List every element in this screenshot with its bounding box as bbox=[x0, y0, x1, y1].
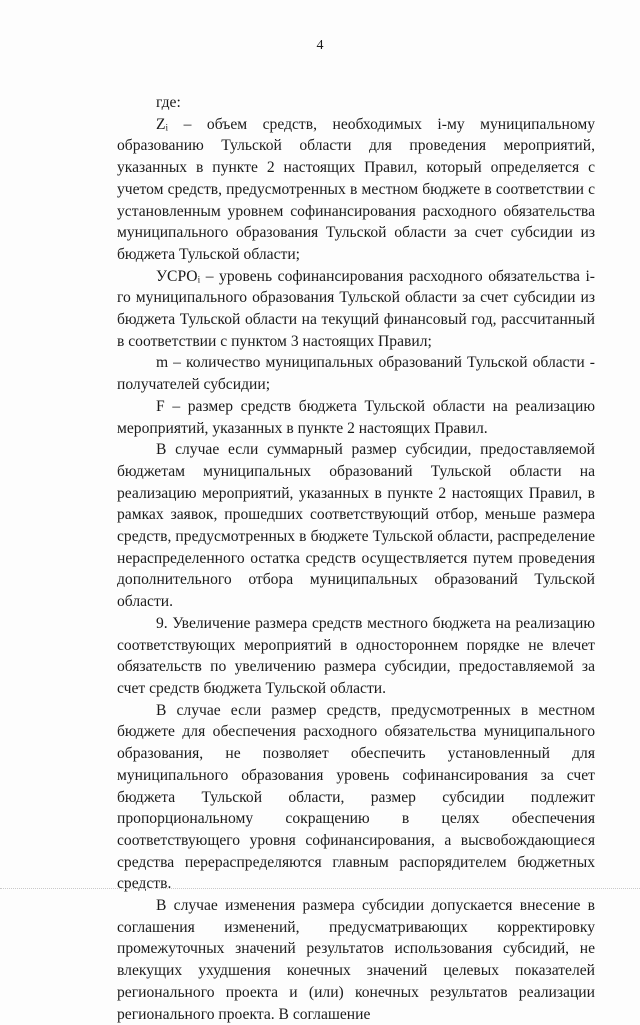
paragraph-remaining-funds: В случае если суммарный размер субсидии, предоставляемой бюджетам муниципальных образований Тульской области на реализацию мероприятий, указанных в пункте 2 настоящих Правил, в рамках заявок, прошедших соответствующий отбор, меньше размера средств, предусмотренных в бюджете Тульской области, распределение нераспределенного остатка средств осуществляется путем проведения дополнительного отбора муниципальных образований Тульской области. bbox=[117, 441, 595, 611]
paragraph-zi-definition: Zᵢ – объем средств, необходимых i-му муниципальному образованию Тульской области для проведения мероприятий, указанных в пункте 2 настоящих Правил, который определяется с учетом средств, предусмотренных в местном бюджете в соответствии с установленным уровнем софинансирования расходного обязательства муниципального образования Тульской области за счет субсидии из бюджета Тульской области; bbox=[117, 115, 595, 263]
paragraph-item-9: 9. Увеличение размера средств местного бюджета на реализацию соответствующих мероприятий в одностороннем порядке не влечет обязательств по увеличению размера субсидии, предоставляемой за счет средств бюджета Тульской области. bbox=[117, 614, 595, 697]
document-body bbox=[117, 92, 595, 1025]
paragraph-usro-definition: УСРОᵢ – уровень софинансирования расходного обязательства i-го муниципального образования Тульской области за счет субсидии из бюджета Тульской области на текущий финансовый год, рассчитанный в соответствии с пунктом 3 настоящих Правил; bbox=[117, 267, 595, 350]
paragraph-where: где: bbox=[156, 94, 181, 111]
paragraph-proportional-reduction: В случае если размер средств, предусмотренных в местном бюджете для обеспечения расходного обязательства муниципального образования, не позволяет обеспечить установленный для муниципального образования уровень софинансирования за счет бюджета Тульской области, размер субсидии подлежит пропорциональному сокращению в целях обеспечения соответствующего уровня софинансирования, а высвобождающиеся средства перераспределяются главным распорядителем бюджетных средств. bbox=[117, 701, 595, 893]
page-number: 4 bbox=[316, 38, 324, 53]
scan-edge-noise bbox=[0, 888, 640, 893]
paragraph-m-definition: m – количество муниципальных образований Тульской области - получателей субсидии; bbox=[117, 354, 595, 394]
paragraph-f-definition: F – размер средств бюджета Тульской области на реализацию мероприятий, указанных в пункте 2 настоящих Правил. bbox=[117, 397, 595, 437]
paragraph-agreement-changes: В случае изменения размера субсидии допускается внесение в соглашения изменений, предусматривающих корректировку промежуточных значений результатов использования субсидий, не влекущих ухудшения конечных значений целевых показателей регионального проекта и (или) конечных результатов реализации регионального проекта. В соглашение bbox=[117, 897, 595, 1023]
